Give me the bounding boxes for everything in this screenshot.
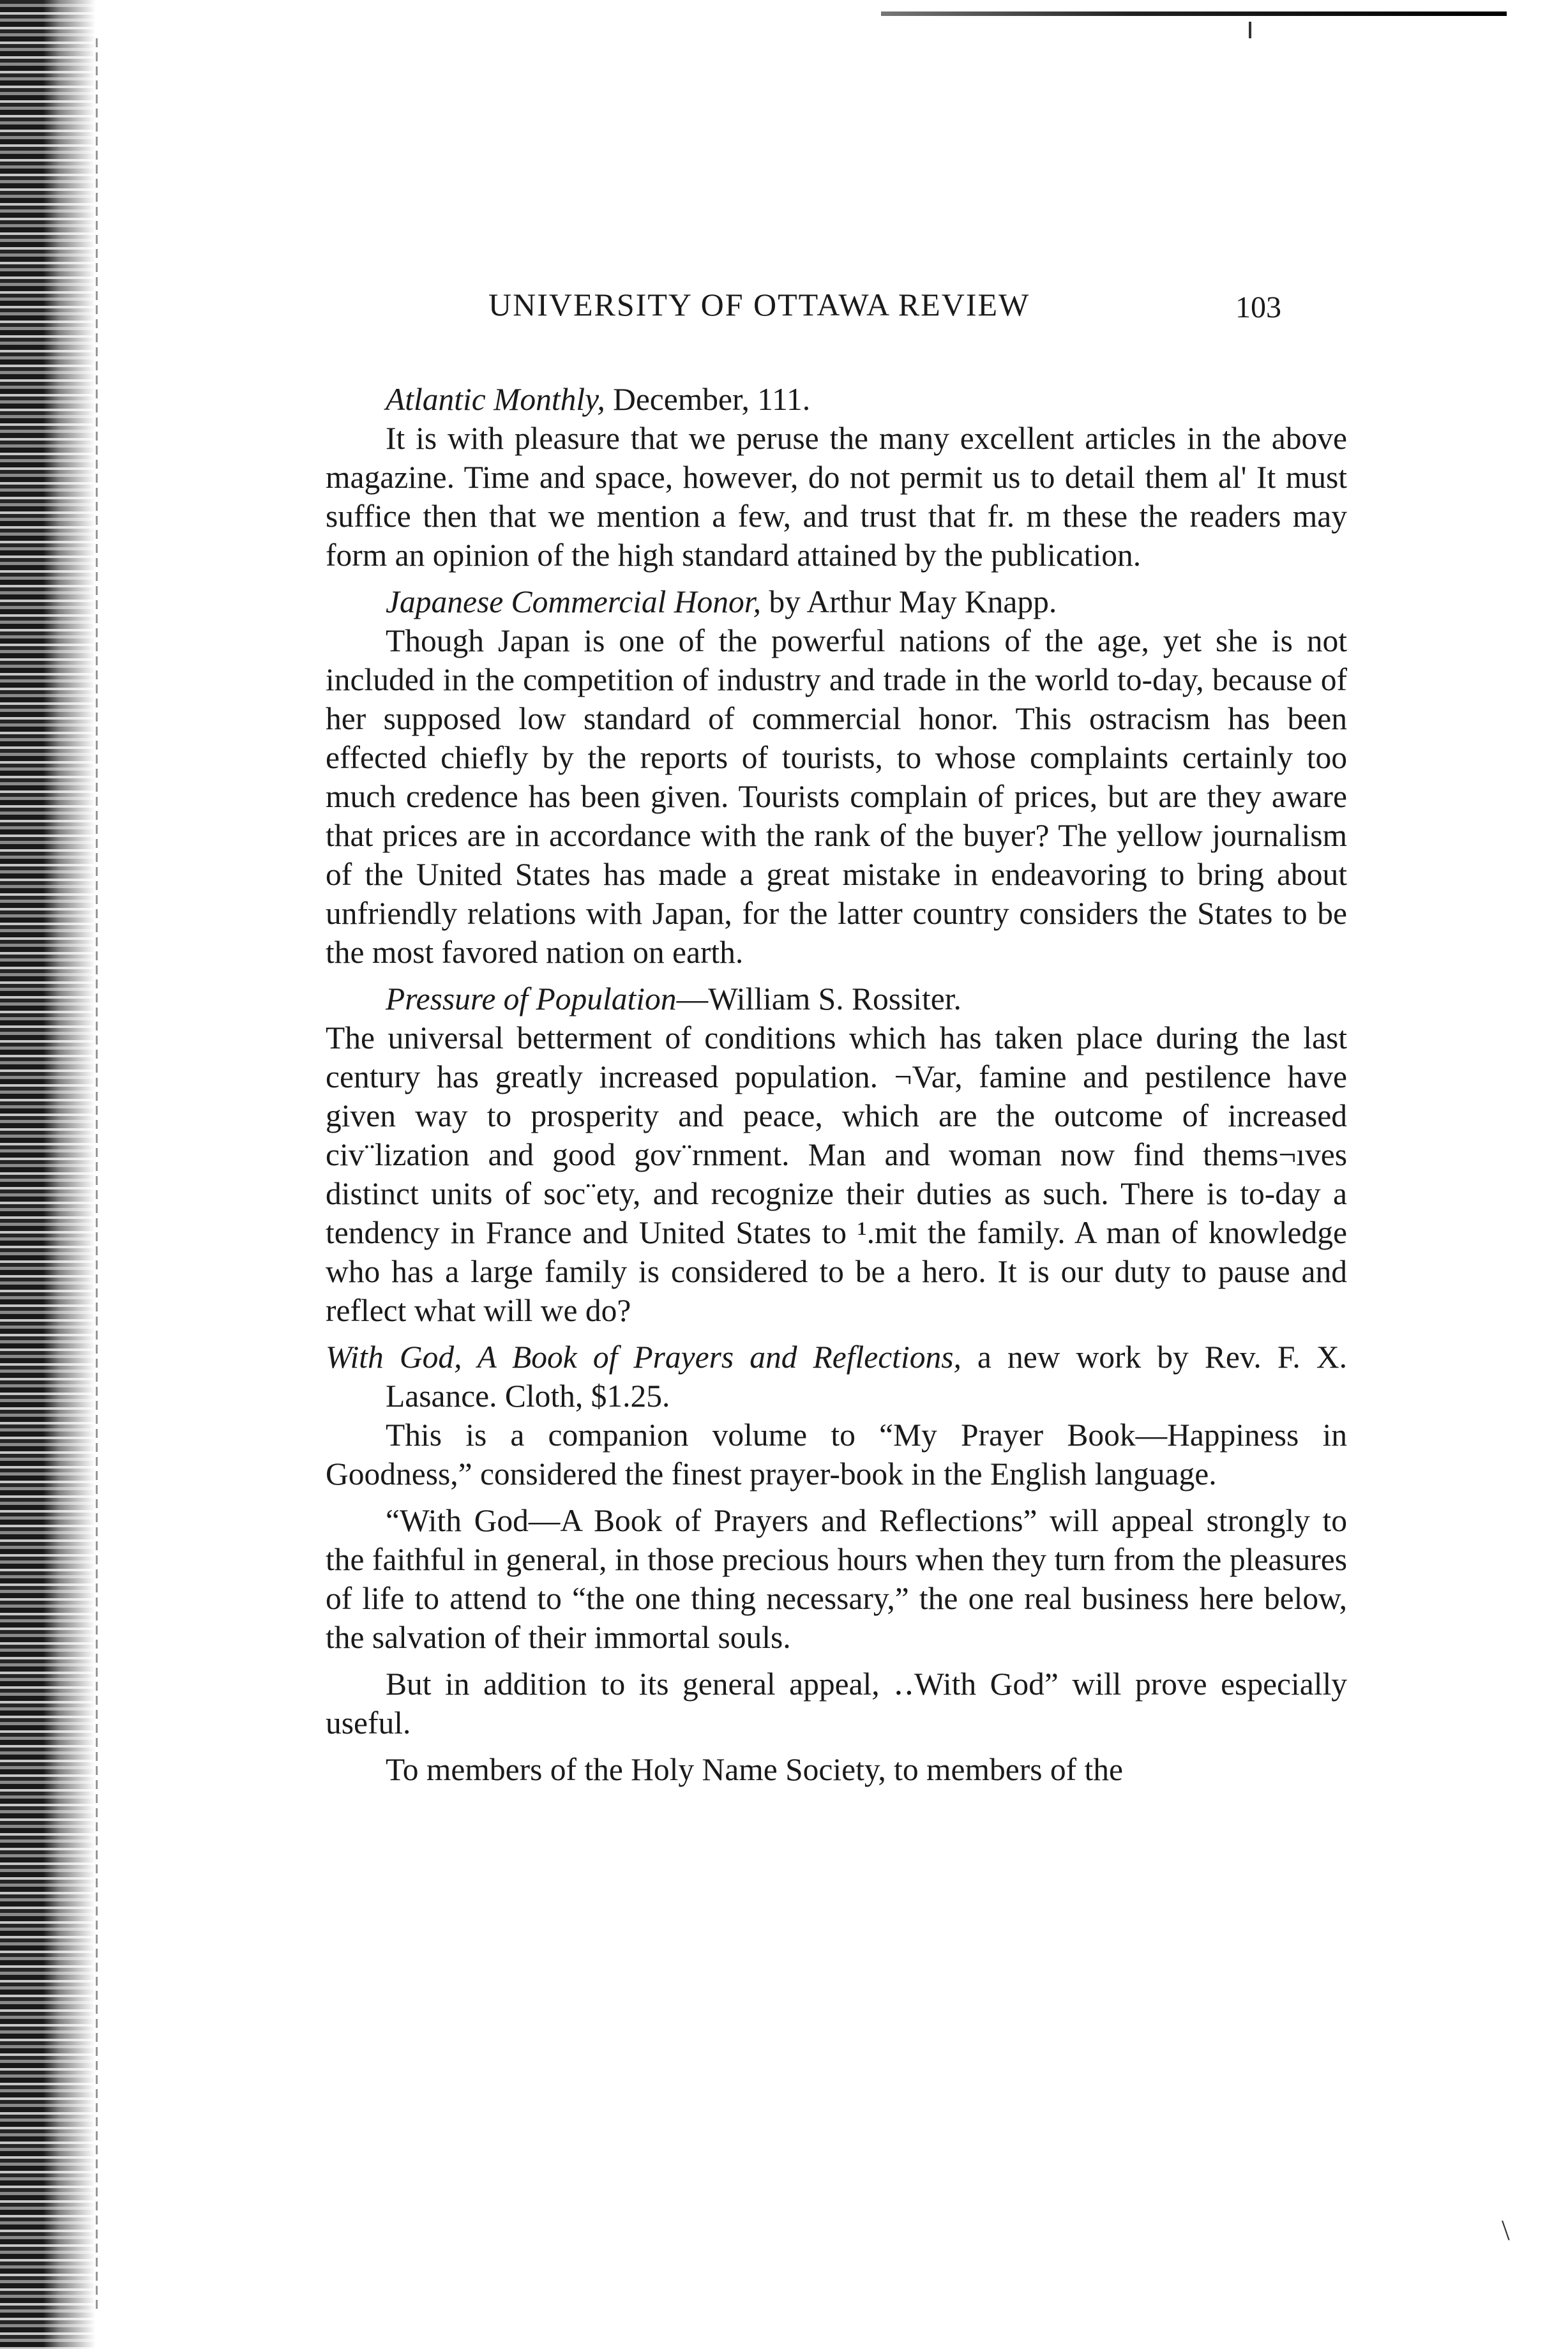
review-heading bbox=[326, 380, 1347, 419]
review-paragraph: The universal betterment of conditions which has taken place during the last century has greatly increased population. ¬Var, famine and pestilence have given way to prosperity and peace, which are the outcome of increased civ¨lization and good gov¨rnment. Man and woman now find thems¬ıves distinct units of soc¨ety, and recognize their duties as such. There is to-day a tendency in France and United States to ¹.mit the family. A man of knowledge who has a large family is considered to be a hero. It is our duty to pause and reflect what will we do? bbox=[326, 1020, 1347, 1328]
running-header bbox=[0, 286, 1568, 337]
review-heading bbox=[326, 582, 1347, 621]
scan-top-tick bbox=[1249, 22, 1251, 38]
review-paragraph: It is with pleasure that we peruse the many excellent articles in the above magazine. Time and space, however, do not permit us to detail them al' It must suffice then that we mention a few, and trust that fr. m these the readers may form an opinion of the high standard attained by the publication. bbox=[326, 421, 1347, 573]
corner-mark: \ bbox=[1502, 2214, 1510, 2246]
review-heading bbox=[326, 1338, 1347, 1416]
review-byline: a new work by Rev. F. X. Lasance. Cloth, $1.25. bbox=[386, 1340, 1347, 1414]
text-column bbox=[326, 380, 1347, 1789]
review-paragraph: Though Japan is one of the powerful nations of the age, yet she is not included in the competition of industry and trade in the world to-day, because of her supposed low standard of commercial honor. This ostracism has been effected chiefly by the reports of tourists, to whose complaints certainly too much credence has been given. Tourists complain of prices, but are they aware that prices are in accordance with the rank of the buyer? The yellow journalism of the United States has made a great mistake in endeavoring to bring about unfriendly relations with Japan, for the latter country considers the States to be the most favored nation on earth. bbox=[326, 623, 1347, 970]
review-title: Atlantic Monthly, bbox=[386, 382, 605, 417]
scan-top-rule bbox=[881, 11, 1507, 16]
running-header-title: UNIVERSITY OF OTTAWA REVIEW bbox=[488, 287, 1030, 322]
review-paragraph: This is a companion volume to “My Prayer Book—Happiness in Goodness,” considered the finest prayer-book in the English language. bbox=[326, 1417, 1347, 1492]
review-paragraph: “With God—A Book of Prayers and Reflections” will appeal strongly to the faithful in general, in those precious hours when they turn from the pleasures of life to attend to “the one thing necessary,” the one real business here below, the salvation of their immortal souls. bbox=[326, 1503, 1347, 1655]
review-title: Japanese Commercial Honor, bbox=[386, 584, 761, 619]
page-number: 103 bbox=[1235, 291, 1281, 324]
review-byline: December, 111. bbox=[605, 382, 811, 417]
binding-shadow-line bbox=[96, 38, 98, 2311]
binding-edge bbox=[0, 0, 96, 2349]
review-paragraph: But in addition to its general appeal, ‥With God” will prove especially useful. bbox=[326, 1666, 1347, 1741]
review-heading bbox=[326, 979, 1347, 1018]
review-title: Pressure of Population bbox=[386, 981, 677, 1016]
review-paragraph: To members of the Holy Name Society, to members of the bbox=[386, 1752, 1123, 1787]
review-byline: —William S. Rossiter. bbox=[676, 981, 961, 1016]
review-title: With God, A Book of Prayers and Reflections, bbox=[326, 1340, 961, 1375]
review-byline: by Arthur May Knapp. bbox=[760, 584, 1057, 619]
